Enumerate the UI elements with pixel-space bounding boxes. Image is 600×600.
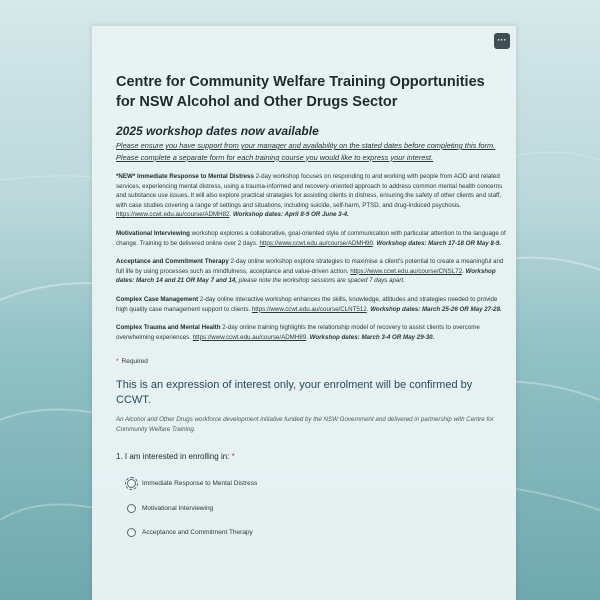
radio-group [127, 471, 508, 545]
course-dates: Workshop dates: March 25-26 OR May 27-28. [370, 305, 502, 313]
course-text: 2-day online training highlights the relationship model of recovery to assist clients to overcome overwhelming experiences. [116, 324, 480, 341]
radio-option[interactable] [127, 471, 508, 496]
course-link[interactable]: https://www.ccwt.edu.au/course/ADMH82 [116, 211, 230, 219]
required-note: * Required [116, 358, 148, 366]
radio-option-label: Immediate Response to Mental Distress [142, 480, 258, 488]
course-name: Motivational Interviewing [116, 229, 190, 237]
course-text: workshop explores a collaborative, goal-oriented style of communication with particular attention to the language of change. Training to be delivered online over 2 days. [116, 229, 506, 247]
radio-option[interactable] [127, 520, 508, 545]
course-name: Acceptance and Commitment Therapy [116, 258, 229, 266]
radio-button[interactable] [127, 479, 136, 488]
form-notice: Please ensure you have support from your manager and availability on the stated dates before completing this form. Please complete a separate form for each training course you would like to express your interest. [116, 141, 496, 162]
course-link[interactable]: https://www.ccwt.edu.au/course/ADMH90 [259, 239, 373, 247]
funding-statement: An Alcohol and Other Drugs workforce development initiative funded by the NSW Government and delivered in partnership with Centre for Community Welfare Training. [116, 416, 494, 433]
course-link[interactable]: https://www.ccwt.edu.au/course/ADMH89 [192, 333, 307, 341]
course-link[interactable]: https://www.ccwt.edu.au/course/CNSL72 [350, 267, 463, 275]
course-description: Complex Case Management 2-day online interactive workshop enhances the skills, knowledge, attitudes and strategies needed to provide high quality case management support to clients. https://www.ccwt.edu.au/course/CLNT512. Workshop dates: March 25-26 OR May 27-28. [116, 295, 502, 313]
course-description: Acceptance and Commitment Therapy 2-day online workshop explore strategies to maximise a client's potential to create a meaningful and full life by using processes such as mindfulness, acceptance and value-driven action. https://www.ccwt.edu.au/course/CNSL72. Workshop dates: March 14 and 21 OR May 7 and 14, please note the workshop sessions are spaced 7 days apart. [116, 258, 504, 285]
course-dates: Workshop dates: March 14 and 21 OR May 7 and 14, [116, 267, 496, 285]
course-note: please note the workshop sessions are spaced 7 days apart. [237, 277, 405, 285]
course-name: *NEW* Immediate Response to Mental Distress [116, 173, 254, 180]
course-description: Complex Trauma and Mental Health 2-day online training highlights the relationship model of recovery to assist clients to overcome overwhelming experiences. https://www.ccwt.edu.au/course/ADMH89. Workshop dates: March 3-4 OR May 29-30. [116, 324, 480, 341]
radio-option[interactable] [127, 496, 508, 521]
more-horizontal-icon: ··· [497, 35, 507, 45]
course-text: 2-day online workshop explore strategies to maximise a client's potential to create a meaningful and full life by using processes such as mindfulness, acceptance and value-driven action. [116, 258, 504, 275]
question-1 [116, 452, 508, 461]
required-star: * [116, 358, 119, 366]
form-title: Centre for Community Welfare Training Opportunities for NSW Alcohol and Other Drugs Sector [116, 74, 485, 110]
more-options-button[interactable] [494, 33, 510, 49]
course-text: 2-day workshop focuses on responding to and working with people from AOD and related services, experiencing mental distress, using a trauma-informed and recovery-oriented approach to address common mental health concerns and substance use issues. It will also explore practical strategies for assisting clients in distress, ensuring the safety of other clients and staff, with case studies covering a range of settings and situations, including suicide, self-harm, PTSD, and drug-induced psychosis. [116, 173, 503, 209]
form-content [116, 72, 508, 545]
course-description: Motivational Interviewing workshop explores a collaborative, goal-oriented style of communication with particular attention to the language of change. Training to be delivered online over 2 days. https://www.ccwt.edu.au/course/ADMH90. Workshop dates: March 17-18 OR May 8-9. [116, 229, 506, 247]
eoi-heading: This is an expression of interest only, your enrolment will be confirmed by CCWT. [116, 379, 473, 407]
radio-option-label: Motivational Interviewing [142, 504, 214, 512]
course-text: 2-day online interactive workshop enhances the skills, knowledge, attitudes and strategies needed to provide high quality case management support to clients. [116, 295, 498, 313]
course-dates: Workshop dates: March 17-18 OR May 8-9. [376, 239, 502, 247]
form-card [92, 26, 516, 600]
course-link[interactable]: https://www.ccwt.edu.au/course/CLNT512 [251, 305, 367, 313]
question-label: I am interested in enrolling in: [124, 452, 230, 462]
course-dates: Workshop dates: April 8-9 OR June 3-4. [232, 211, 349, 219]
course-name: Complex Trauma and Mental Health [116, 324, 221, 332]
radio-button[interactable] [127, 528, 136, 537]
question-number: 1. [116, 452, 123, 462]
required-star: * [231, 452, 235, 462]
course-name: Complex Case Management [116, 295, 199, 303]
radio-button[interactable] [127, 504, 136, 513]
course-list [116, 172, 508, 342]
radio-option-label: Acceptance and Commitment Therapy [142, 529, 253, 537]
course-dates: Workshop dates: March 3-4 OR May 29-30. [309, 333, 435, 341]
course-description: *NEW* Immediate Response to Mental Distress 2-day workshop focuses on responding to and working with people from AOD and related services, experiencing mental distress, using a trauma-informed and recovery-oriented approach to address common mental health concerns and substance use issues. It will also explore practical strategies for assisting clients in distress, ensuring the safety of other clients and staff, with case studies covering a range of settings and situations, including suicide, self-harm, PTSD, and drug-induced psychosis. https://www.ccwt.edu.au/course/ADMH82. Workshop dates: April 8-9 OR June 3-4. [116, 173, 503, 219]
form-subtitle: 2025 workshop dates now available [116, 124, 319, 138]
